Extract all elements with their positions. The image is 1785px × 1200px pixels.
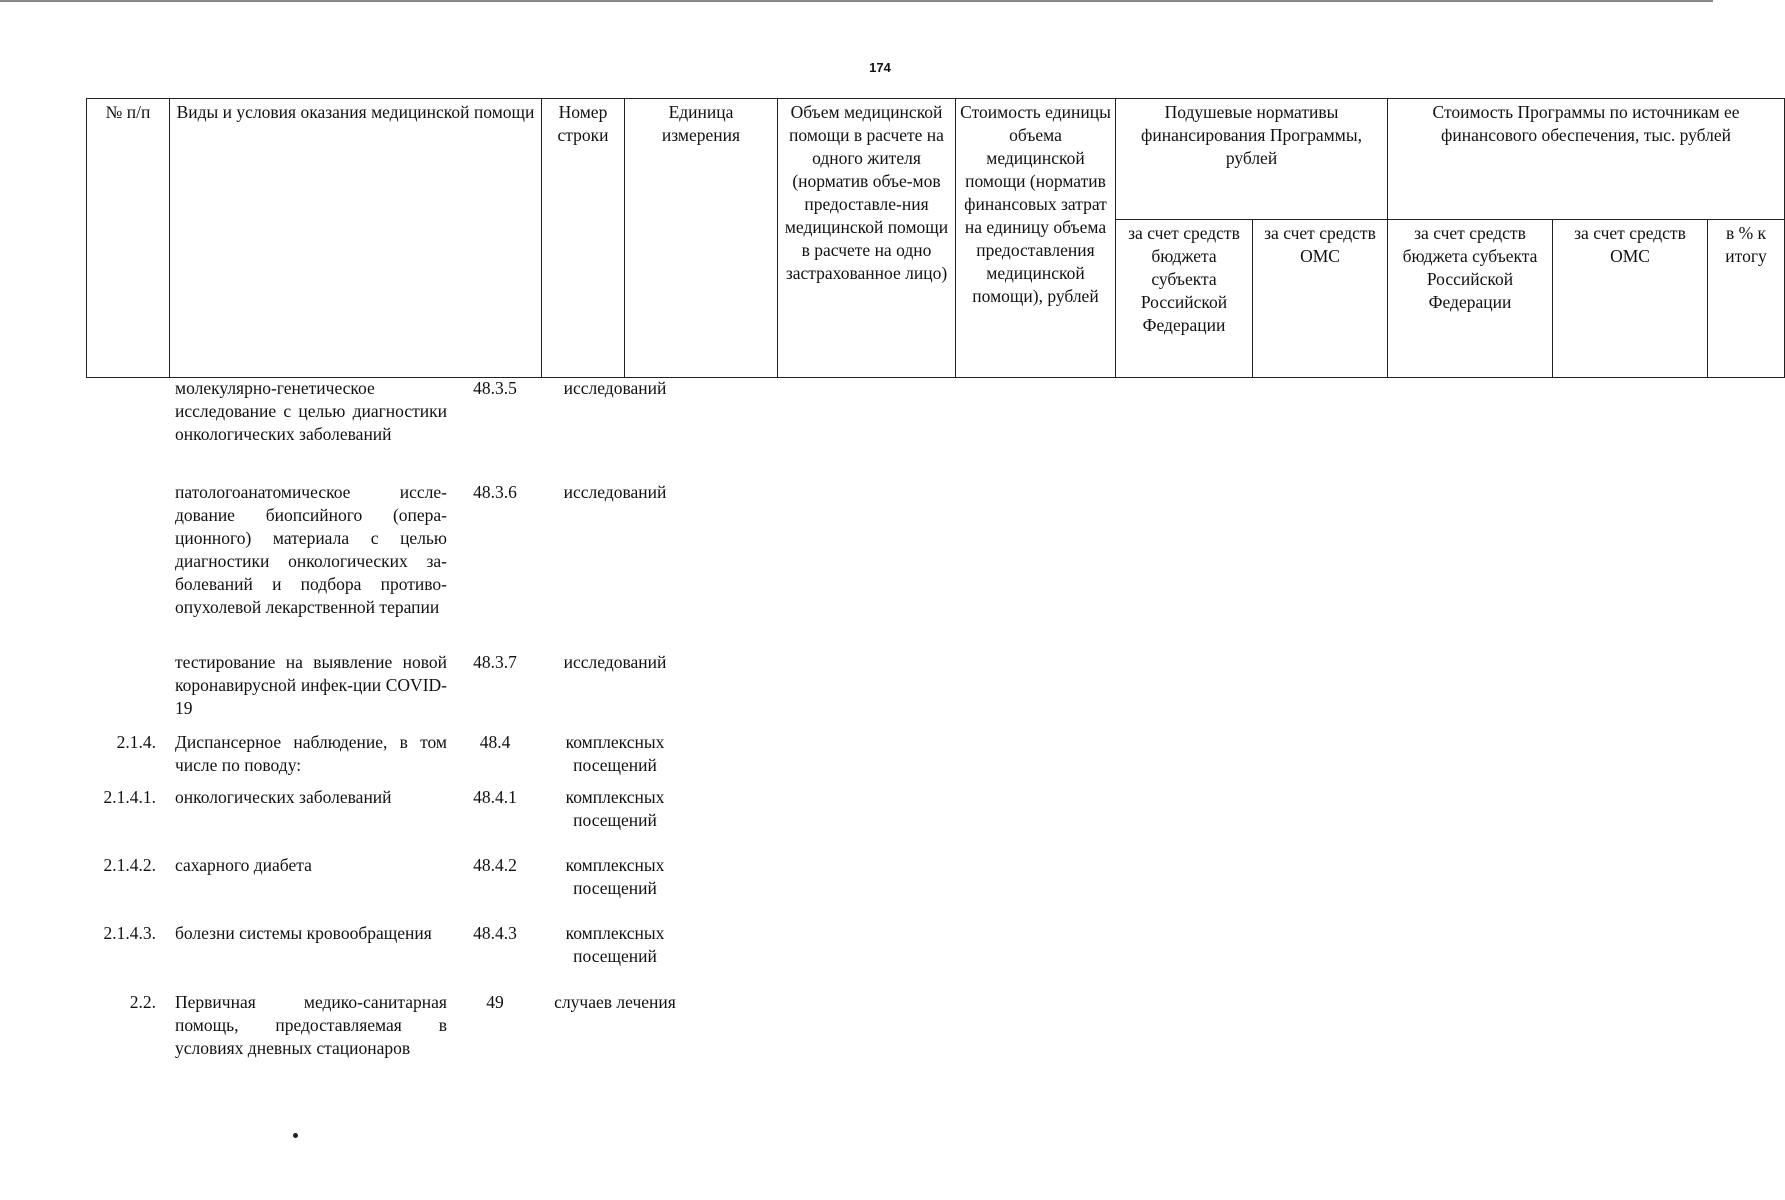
row-description: сахарного диабета — [175, 855, 312, 875]
row-unit: комплексных посещений — [565, 787, 665, 830]
row-description: патологоанатомическое иссле-дование биопсийного (опера-ционного) материала с целью диагностики онкологических за-болеваний и подбора противо-опухолевой лекарственной терапии — [175, 482, 447, 617]
row-description: Первичная медико-санитарная помощь, предоставляемая в условиях дневных стационаров — [175, 992, 447, 1058]
scan-speck — [293, 1133, 298, 1138]
header-program-percent: в % к итогу — [1708, 220, 1785, 378]
scan-edge — [0, 0, 1713, 2]
row-number: 2.1.4. — [116, 732, 156, 752]
header-cost: Стоимость единицы объема медицинской помощи (норматив финансовых затрат на единицу объема предоставления медицинской помощи), рублей — [956, 99, 1116, 378]
row-description: Диспансерное наблюдение, в том числе по поводу: — [175, 732, 447, 775]
row-code: 48.4.3 — [473, 923, 517, 943]
header-row-number: Номер строки — [542, 99, 625, 378]
row-code: 48.3.6 — [473, 482, 517, 502]
header-program-cost: Стоимость Программы по источникам ее финансового обеспечения, тыс. рублей — [1388, 99, 1785, 220]
row-unit: исследований — [563, 378, 667, 398]
row-number: 2.1.4.1. — [103, 787, 156, 807]
row-code: 48.4.1 — [473, 787, 517, 807]
header-percapita-oms: за счет средств ОМС — [1253, 220, 1388, 378]
header-volume: Объем медицинской помощи в расчете на одного жителя (норматив объе-мов предоставле-ния медицинской помощи в расчете на одно застрахованное лицо) — [778, 99, 956, 378]
header-table — [86, 98, 1785, 378]
row-code: 48.3.5 — [473, 378, 517, 398]
row-number: 2.2. — [129, 992, 156, 1012]
row-unit: комплексных посещений — [565, 855, 665, 898]
row-number: 2.1.4.3. — [103, 923, 156, 943]
row-description: молекулярно-генетическое исследование с целью диагностики онкологических заболеваний — [175, 378, 447, 444]
header-percapita: Подушевые нормативы финансирования Программы, рублей — [1116, 99, 1388, 220]
header-percapita-budget: за счет средств бюджета субъекта Российской Федерации — [1116, 220, 1253, 378]
page-number: 174 — [869, 60, 891, 75]
row-unit: случаев лечения — [554, 992, 676, 1012]
header-program-oms: за счет средств ОМС — [1553, 220, 1708, 378]
header-unit: Единица измерения — [625, 99, 778, 378]
row-unit: исследований — [563, 652, 667, 672]
row-description: онкологических заболеваний — [175, 787, 392, 807]
row-number: 2.1.4.2. — [103, 855, 156, 875]
row-unit: комплексных посещений — [565, 923, 665, 966]
row-unit: исследований — [563, 482, 667, 502]
row-description: болезни системы кровообращения — [175, 923, 432, 943]
row-code: 48.4.2 — [473, 855, 517, 875]
row-code: 48.3.7 — [473, 652, 517, 672]
header-num: № п/п — [87, 99, 170, 378]
row-code: 49 — [486, 992, 504, 1012]
header-types: Виды и условия оказания медицинской помощи — [170, 99, 542, 378]
row-unit: комплексных посещений — [565, 732, 665, 775]
header-program-budget: за счет средств бюджета субъекта Российской Федерации — [1388, 220, 1553, 378]
row-code: 48.4 — [479, 732, 511, 752]
row-description: тестирование на выявление новой коронавирусной инфек-ции COVID-19 — [175, 652, 447, 718]
